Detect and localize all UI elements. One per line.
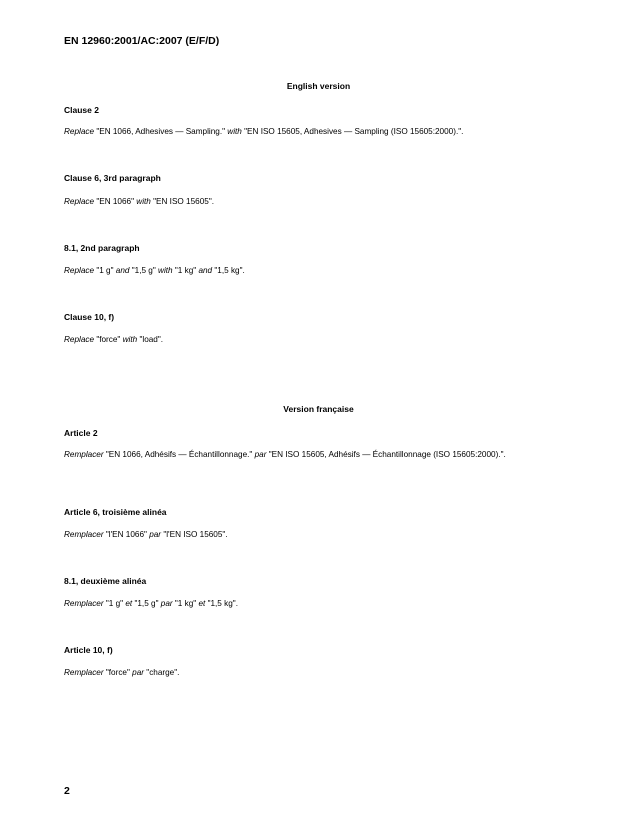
document-header: EN 12960:2001/AC:2007 (E/F/D) [64, 35, 220, 47]
english-clause-2-text: Replace "EN 1066, Adhesives — Sampling." with "EN ISO 15605, Adhesives — Sampling (ISO 15605:2000).". [64, 127, 464, 136]
english-clause-6-heading: Clause 6, 3rd paragraph [64, 173, 161, 183]
french-article-2-heading: Article 2 [64, 428, 98, 438]
english-version-title: English version [286, 81, 351, 91]
page-number: 2 [64, 785, 70, 797]
french-8-1-text: Remplacer "1 g" et "1,5 g" par "1 kg" et "1,5 kg". [64, 599, 238, 608]
english-clause-2-heading: Clause 2 [64, 105, 99, 115]
french-article-10-text: Remplacer "force" par "charge". [64, 668, 180, 677]
french-article-6-heading: Article 6, troisième alinéa [64, 507, 167, 517]
english-8-1-text: Replace "1 g" and "1,5 g" with "1 kg" and "1,5 kg". [64, 266, 245, 275]
french-version-title: Version française [283, 404, 354, 414]
english-clause-6-text: Replace "EN 1066" with "EN ISO 15605". [64, 197, 215, 206]
english-clause-10-heading: Clause 10, f) [64, 312, 115, 322]
english-8-1-heading: 8.1, 2nd paragraph [64, 243, 140, 253]
french-article-10-heading: Article 10, f) [64, 645, 113, 655]
french-article-6-text: Remplacer "l'EN 1066" par "l'EN ISO 15605". [64, 530, 228, 539]
french-8-1-heading: 8.1, deuxième alinéa [64, 576, 147, 586]
english-clause-10-text: Replace "force" with "load". [64, 335, 164, 344]
french-article-2-text: Remplacer "EN 1066, Adhésifs — Échantillonnage." par "EN ISO 15605, Adhésifs — Échantillonnage (ISO 15605:2000).". [64, 450, 506, 459]
